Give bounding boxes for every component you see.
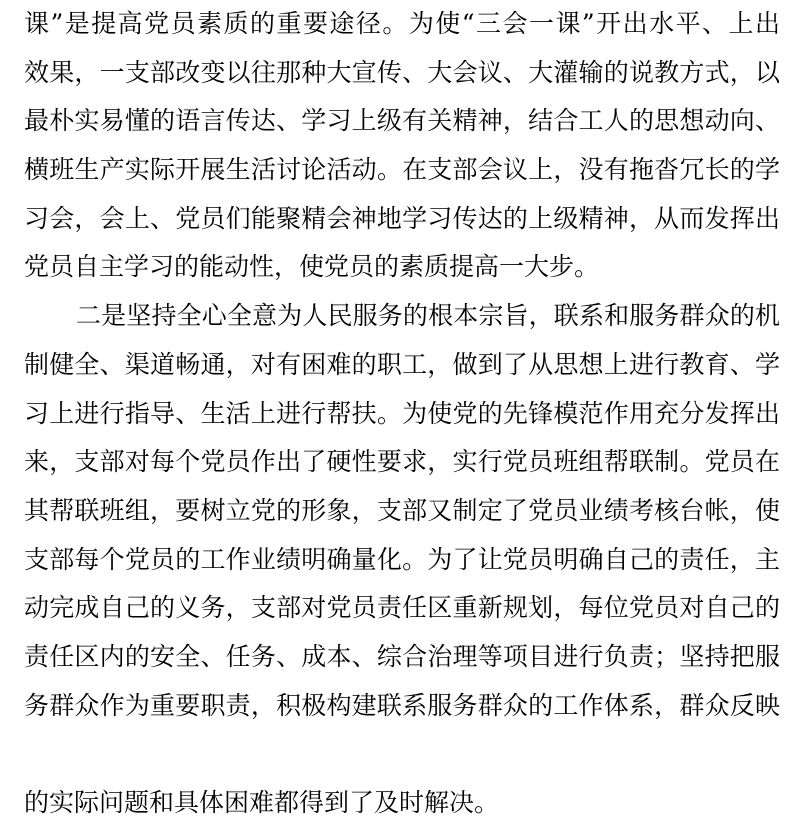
- text-line: 最朴实易懂的语言传达、学习上级有关精神，结合工人的思想动向、: [24, 106, 780, 136]
- text-line: 支部每个党员的工作业绩明确量化。为了让党员明确自己的责任，主: [24, 544, 780, 574]
- text-line: 习会，会上、党员们能聚精会神地学习传达的上级精神，从而发挥出: [24, 203, 780, 233]
- text-line: 课”是提高党员素质的重要途径。为使“三会一课”开出水平、上出: [24, 9, 780, 38]
- text-line: 来，支部对每个党员作出了硬性要求，实行党员班组帮联制。党员在: [24, 447, 780, 477]
- text-line: 务群众作为重要职责，积极构建联系服务群众的工作体系，群众反映: [24, 690, 780, 720]
- text-line: 责任区内的安全、任务、成本、综合治理等项目进行负责；坚持把服: [24, 641, 780, 671]
- text-line: 党员自主学习的能动性，使党员的素质提高一大步。: [24, 252, 600, 282]
- text-line: 动完成自己的义务，支部对党员责任区重新规划，每位党员对自己的: [24, 593, 780, 623]
- text-line: 二是坚持全心全意为人民服务的根本宗旨，联系和服务群众的机: [76, 301, 780, 331]
- text-line: 习上进行指导、生活上进行帮扶。为使党的先锋模范作用充分发挥出: [24, 398, 780, 428]
- text-line: 其帮联班组，要树立党的形象，支部又制定了党员业绩考核台帐，使: [24, 495, 780, 525]
- document-body: [24, 0, 780, 730]
- text-line: 横班生产实际开展生活讨论活动。在支部会议上，没有拖沓冗长的学: [24, 155, 780, 185]
- text-line: 效果，一支部改变以往那种大宣传、大会议、大灌输的说教方式，以: [24, 57, 780, 87]
- text-line: 制健全、渠道畅通，对有困难的职工，做到了从思想上进行教育、学: [24, 349, 780, 379]
- cut-off-text-line: 的实际问题和具体困难都得到了及时解决。: [24, 788, 500, 817]
